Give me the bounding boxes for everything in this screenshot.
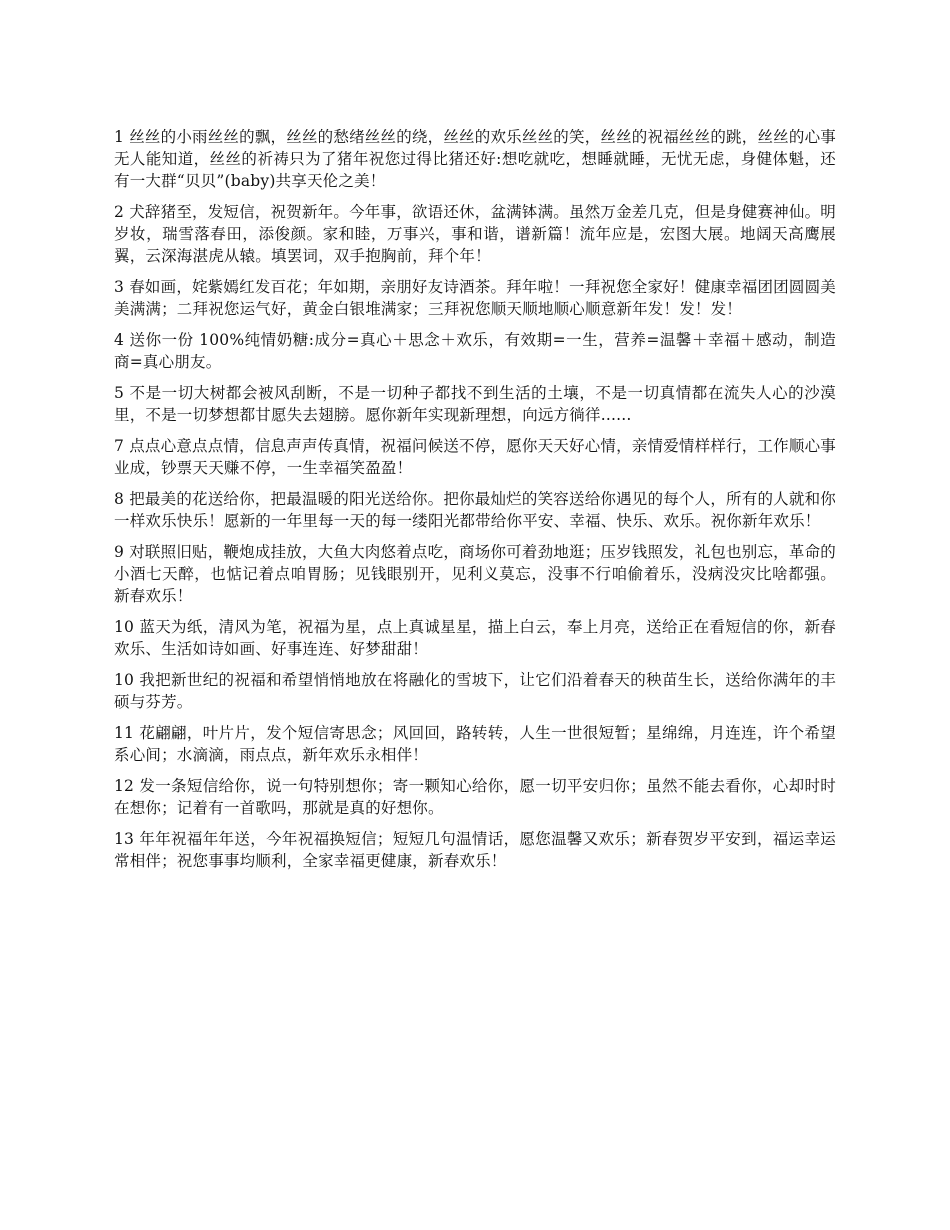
paragraph-1: 1 丝丝的小雨丝丝的飘，丝丝的愁绪丝丝的绕，丝丝的欢乐丝丝的笑，丝丝的祝福丝丝的跳，丝丝的心事无人能知道，丝丝的祈祷只为了猪年祝您过得比猪还好:想吃就吃，想睡就睡，无忧无虑，身健体魁，还有一大群“贝贝”(baby)共享天伦之美！ — [114, 128, 836, 190]
paragraph-5: 5 不是一切大树都会被风刮断，不是一切种子都找不到生活的土壤，不是一切真情都在流失人心的沙漠里，不是一切梦想都甘愿失去翅膀。愿你新年实现新理想，向远方徜徉...... — [114, 384, 836, 424]
paragraph-10a: 10 蓝天为纸，清风为笔，祝福为星，点上真诚星星，描上白云，奉上月亮，送给正在看短信的你，新春欢乐、生活如诗如画、好事连连、好梦甜甜！ — [114, 618, 836, 658]
paragraph-10b: 10 我把新世纪的祝福和希望悄悄地放在将融化的雪坡下，让它们沿着春天的秧苗生长，送给你满年的丰硕与芬芳。 — [114, 671, 836, 711]
paragraph-3: 3 春如画，姹紫嫣红发百花；年如期，亲朋好友诗酒茶。拜年啦！一拜祝您全家好！健康幸福团团圆圆美美满满；二拜祝您运气好，黄金白银堆满家；三拜祝您顺天顺地顺心顺意新年发！发！发！ — [114, 278, 836, 318]
paragraph-7: 7 点点心意点点情，信息声声传真情，祝福问候送不停，愿你天天好心情，亲情爱情样样行，工作顺心事业成，钞票天天赚不停，一生幸福笑盈盈！ — [114, 437, 836, 477]
paragraph-8: 8 把最美的花送给你，把最温暖的阳光送给你。把你最灿烂的笑容送给你遇见的每个人，所有的人就和你一样欢乐快乐！愿新的一年里每一天的每一缕阳光都带给你平安、幸福、快乐、欢乐。祝你新年欢乐！ — [114, 490, 836, 530]
document-body — [114, 126, 836, 881]
paragraph-4: 4 送你一份 100%纯情奶糖:成分=真心＋思念＋欢乐，有效期=一生，营养=温馨＋幸福＋感动，制造商=真心朋友。 — [114, 331, 836, 371]
paragraph-11: 11 花翩翩，叶片片，发个短信寄思念；风回回，路转转，人生一世很短暂；星绵绵，月连连，许个希望系心间；水滴滴，雨点点，新年欢乐永相伴！ — [114, 724, 836, 764]
paragraph-9: 9 对联照旧贴，鞭炮成挂放，大鱼大肉悠着点吃，商场你可着劲地逛；压岁钱照发，礼包也别忘，革命的小酒七天醉，也惦记着点咱胃肠；见钱眼别开，见利义莫忘，没事不行咱偷着乐，没病没灾比啥都强。新春欢乐！ — [114, 543, 836, 605]
paragraph-13: 13 年年祝福年年送，今年祝福换短信；短短几句温情话，愿您温馨又欢乐；新春贺岁平安到，福运幸运常相伴；祝您事事均顺利，全家幸福更健康，新春欢乐！ — [114, 830, 836, 870]
paragraph-12: 12 发一条短信给你，说一句特别想你；寄一颗知心给你，愿一切平安归你；虽然不能去看你，心却时时在想你；记着有一首歌吗，那就是真的好想你。 — [114, 777, 836, 817]
paragraph-2: 2 犬辞猪至，发短信，祝贺新年。今年事，欲语还休，盆满钵满。虽然万金差几克，但是身健赛神仙。明岁妆，瑞雪落春田，添俊颜。家和睦，万事兴，事和谐，谱新篇！流年应是，宏图大展。地阔天高鹰展翼，云深海湛虎从辕。填罢词，双手抱胸前，拜个年！ — [114, 203, 836, 265]
